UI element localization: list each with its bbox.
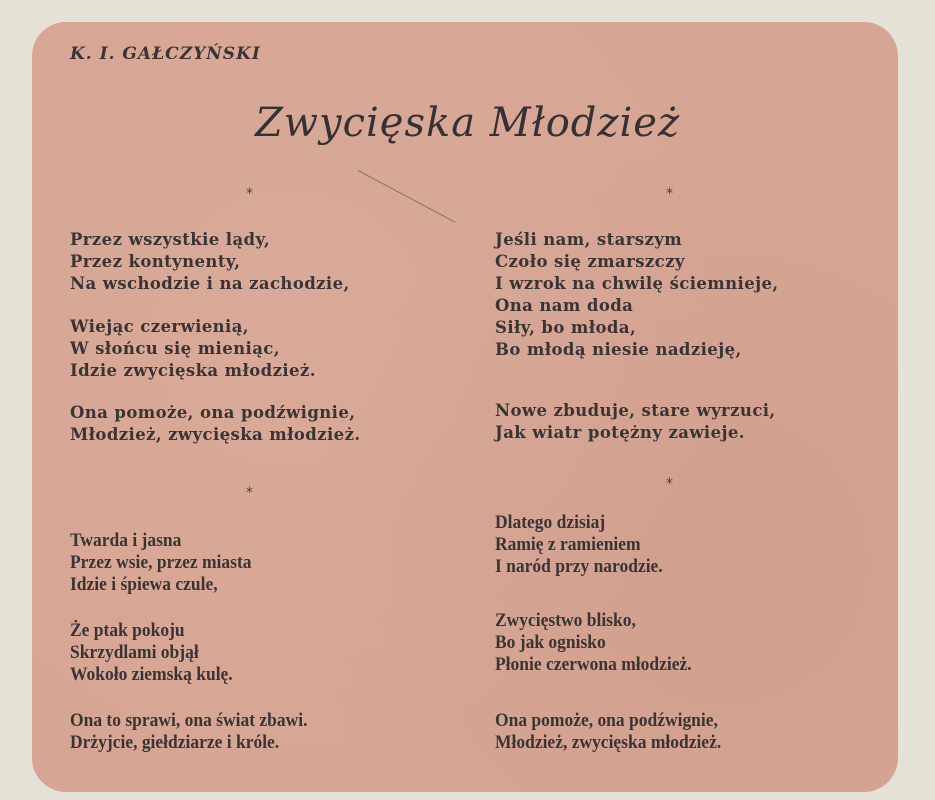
verse-line: Czoło się zmarszczy bbox=[495, 252, 685, 271]
verse-line: Bo młodą niesie nadzieję, bbox=[495, 340, 742, 359]
stanza bbox=[70, 316, 316, 382]
verse-line: Skrzydlami objął bbox=[70, 642, 199, 663]
verse-line: Ona pomoże, ona podźwignie, bbox=[70, 403, 356, 422]
section-separator: * bbox=[666, 476, 673, 492]
stanza bbox=[495, 400, 776, 444]
verse-line: Młodzież, zwycięska młodzież. bbox=[495, 732, 722, 753]
stanza bbox=[70, 710, 307, 754]
verse-line: Idzie i śpiewa czule, bbox=[70, 574, 218, 595]
verse-line: Bo jak ognisko bbox=[495, 632, 606, 653]
verse-line: W słońcu się mieniąc, bbox=[70, 339, 280, 358]
stanza bbox=[495, 710, 721, 754]
verse-line: Ona to sprawi, ona świat zbawi. bbox=[70, 710, 308, 731]
verse-line: Płonie czerwona młodzież. bbox=[495, 654, 692, 675]
stanza bbox=[495, 512, 663, 578]
section-separator: * bbox=[246, 186, 253, 202]
poem-title: Zwycięska Młodzież bbox=[254, 100, 681, 146]
verse-line: Zwycięstwo blisko, bbox=[495, 610, 636, 631]
verse-line: Jeśli nam, starszym bbox=[495, 230, 683, 249]
verse-line: Na wschodzie i na zachodzie, bbox=[70, 274, 350, 293]
verse-line: Młodzież, zwycięska młodzież. bbox=[70, 425, 361, 444]
verse-line: Wiejąc czerwienią, bbox=[70, 317, 249, 336]
stanza bbox=[70, 229, 350, 295]
verse-line: Drżyjcie, giełdziarze i króle. bbox=[70, 732, 280, 753]
author-name: K. I. GAŁCZYŃSKI bbox=[70, 44, 261, 64]
verse-line: Przez kontynenty, bbox=[70, 252, 241, 271]
verse-line: Jak wiatr potężny zawieje. bbox=[495, 423, 745, 442]
stanza bbox=[70, 530, 252, 596]
verse-line: I naród przy narodzie. bbox=[495, 556, 663, 577]
verse-line: I wzrok na chwilę ściemnieje, bbox=[495, 274, 779, 293]
verse-line: Przez wszystkie lądy, bbox=[70, 230, 271, 249]
section-separator: * bbox=[246, 485, 253, 501]
stanza bbox=[70, 402, 360, 446]
verse-line: Siły, bo młoda, bbox=[495, 318, 637, 337]
verse-line: Twarda i jasna bbox=[70, 530, 182, 551]
verse-line: Ona pomoże, ona podźwignie, bbox=[495, 710, 718, 731]
verse-line: Przez wsie, przez miasta bbox=[70, 552, 252, 573]
stanza bbox=[495, 229, 779, 361]
verse-line: Wokoło ziemską kulę. bbox=[70, 664, 233, 685]
stanza bbox=[70, 620, 233, 686]
verse-line: Że ptak pokoju bbox=[70, 620, 185, 641]
verse-line: Dlatego dzisiaj bbox=[495, 512, 606, 533]
stanza bbox=[495, 610, 692, 676]
verse-line: Ona nam doda bbox=[495, 296, 634, 315]
verse-line: Idzie zwycięska młodzież. bbox=[70, 361, 316, 380]
section-separator: * bbox=[666, 186, 673, 202]
verse-line: Ramię z ramieniem bbox=[495, 534, 641, 555]
verse-line: Nowe zbuduje, stare wyrzuci, bbox=[495, 401, 776, 420]
